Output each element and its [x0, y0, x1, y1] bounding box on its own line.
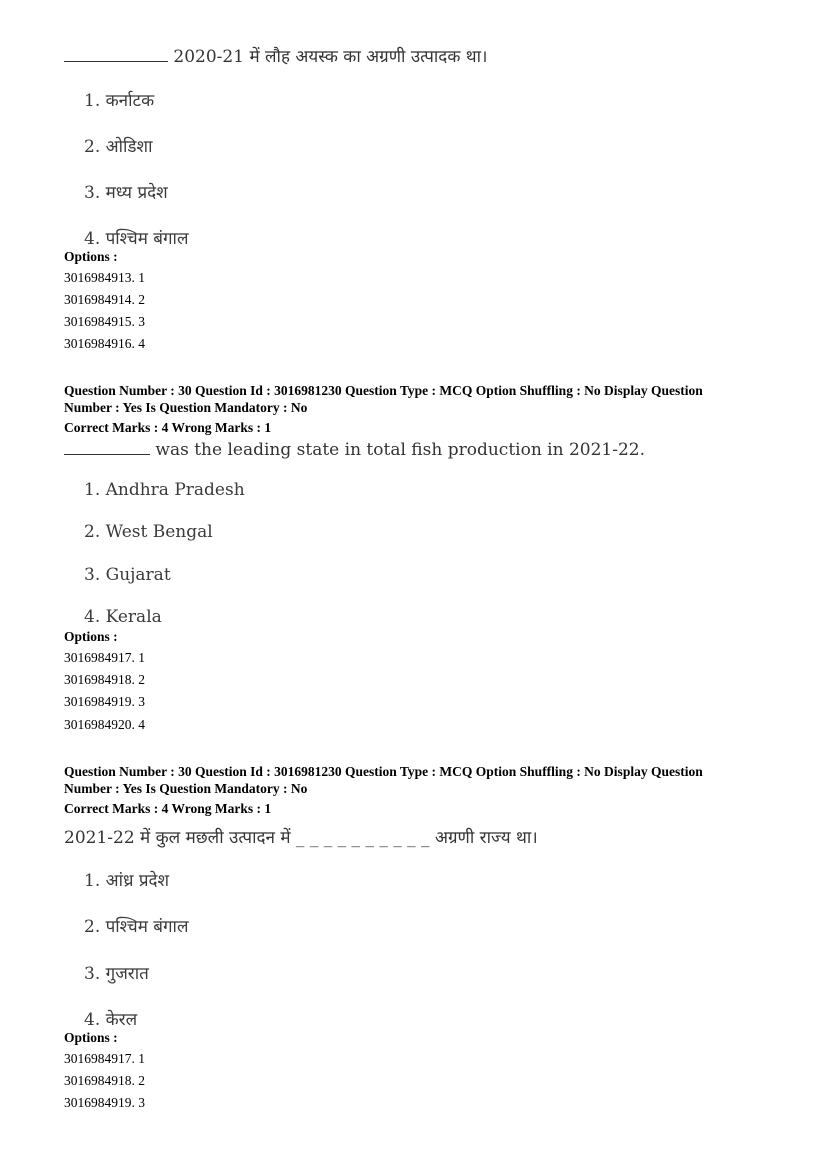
option-code: 3016984916. 4 — [64, 336, 145, 351]
question-marks: Correct Marks : 4 Wrong Marks : 1 — [64, 420, 272, 435]
option-3: 3. मध्य प्रदेश — [84, 183, 168, 203]
question-marks: Correct Marks : 4 Wrong Marks : 1 — [64, 801, 272, 816]
option-3: 3. गुजरात — [84, 964, 149, 984]
answer-blank — [64, 47, 168, 62]
question-stem — [64, 440, 645, 460]
option-code: 3016984920. 4 — [64, 717, 145, 732]
option-3: 3. Gujarat — [84, 565, 171, 585]
question-text: was the leading state in total fish production in 2021-22. — [155, 440, 646, 460]
option-code: 3016984913. 1 — [64, 270, 145, 285]
option-code: 3016984917. 1 — [64, 650, 145, 665]
option-code: 3016984917. 1 — [64, 1051, 145, 1066]
option-code: 3016984915. 3 — [64, 314, 145, 329]
option-4: 4. पश्चिम बंगाल — [84, 229, 189, 249]
option-2: 2. ओडिशा — [84, 137, 153, 157]
question-text: अग्रणी राज्य था। — [434, 828, 538, 848]
option-2: 2. पश्चिम बंगाल — [84, 917, 189, 937]
question-stem — [64, 44, 488, 67]
question-text: 2020-21 में लौह अयस्क का अग्रणी उत्पादक था। — [173, 47, 488, 67]
question-meta: Question Number : 30 Question Id : 3016981230 Question Type : MCQ Option Shuffling : No Display Question — [64, 383, 703, 398]
option-2: 2. West Bengal — [84, 522, 213, 542]
option-1: 1. कर्नाटक — [84, 91, 155, 111]
option-code: 3016984918. 2 — [64, 672, 145, 687]
question-text: 2021-22 में कुल मछली उत्पादन में — [64, 828, 291, 848]
option-1: 1. Andhra Pradesh — [84, 480, 245, 500]
question-meta: Number : Yes Is Question Mandatory : No — [64, 781, 308, 796]
options-label: Options : — [64, 1030, 118, 1045]
option-1: 1. आंध्र प्रदेश — [84, 871, 170, 891]
option-4: 4. केरल — [84, 1010, 138, 1030]
answer-blank: _ _ _ _ _ _ _ _ _ _ — [295, 828, 430, 848]
question-stem — [64, 825, 538, 848]
options-label: Options : — [64, 249, 118, 264]
option-code: 3016984919. 3 — [64, 1095, 145, 1110]
option-code: 3016984918. 2 — [64, 1073, 145, 1088]
option-4: 4. Kerala — [84, 607, 162, 627]
option-code: 3016984914. 2 — [64, 292, 145, 307]
question-meta: Question Number : 30 Question Id : 3016981230 Question Type : MCQ Option Shuffling : No Display Question — [64, 764, 703, 779]
question-meta: Number : Yes Is Question Mandatory : No — [64, 400, 308, 415]
answer-blank — [64, 440, 150, 455]
option-code: 3016984919. 3 — [64, 694, 145, 709]
options-label: Options : — [64, 629, 118, 644]
